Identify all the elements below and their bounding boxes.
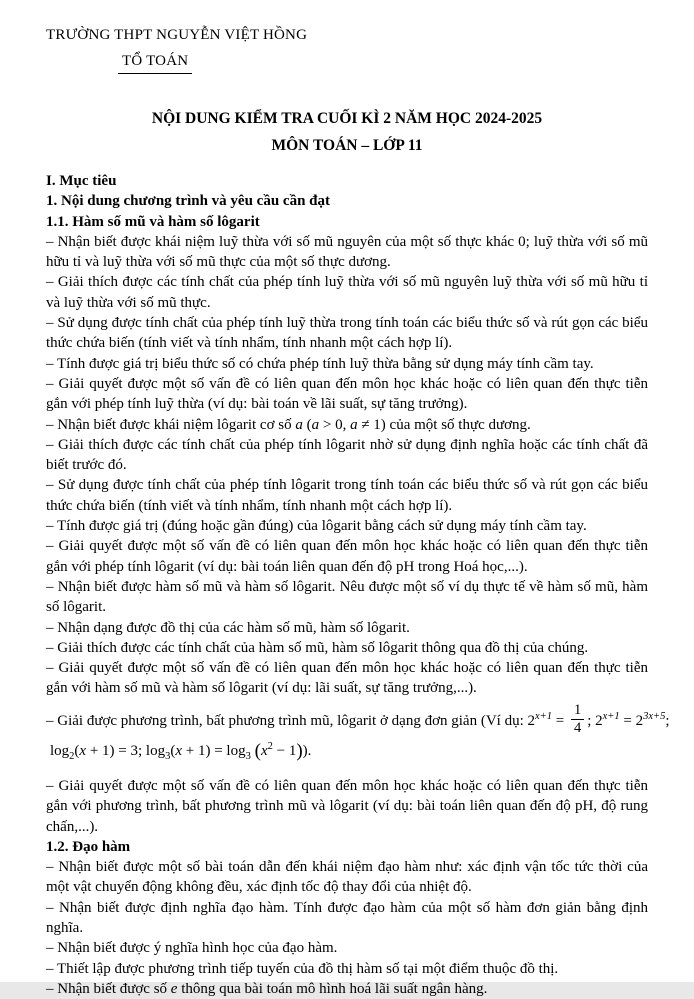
text-run: – Tính được giá trị (đúng hoặc gần đúng) của lôgarit bằng cách sử dụng máy tính cầm tay. (46, 518, 587, 535)
text-run: 1.2. Đạo hàm (46, 838, 131, 855)
text-run: x (175, 743, 183, 760)
paragraph (46, 536, 648, 577)
text-run: – Giải thích được các tính chất của phép tính luỹ thừa với số mũ nguyên luỹ thừa với số mũ hữu tỉ và luỹ thừa với số mũ thực. (46, 274, 648, 311)
math-paragraph (46, 701, 670, 738)
paragraph (46, 516, 648, 536)
text-run: – Thiết lập được phương trình tiếp tuyến của đồ thị hàm số tại một điểm thuộc đồ thị. (46, 960, 559, 977)
paragraph (46, 898, 648, 939)
math-sup: x+1 (535, 710, 552, 722)
section-heading (46, 212, 648, 232)
paragraph (46, 857, 648, 898)
paragraph (46, 475, 648, 516)
text-run: – Sử dụng được tính chất của phép tính lôgarit trong tính toán các biểu thức số và rút gọn các biểu thức chứa biến (tính viết và tính nhẩm, tính nhanh một cách hợp lí). (46, 477, 648, 514)
math-sup: x+1 (602, 710, 620, 722)
school-name: TRƯỜNG THPT NGUYỄN VIỆT HỒNG (46, 27, 308, 43)
paragraph (46, 658, 648, 699)
text-run: – Nhận biết được hàm số mũ và hàm số lôgarit. Nêu được một số ví dụ thực tế về hàm số mũ, hàm số lôgarit. (46, 578, 648, 616)
text-run: – Giải thích được các tính chất của hàm số mũ, hàm số lôgarit thông qua đồ thị của chúng. (46, 639, 589, 656)
math-fraction: $\frac{1}{4}$ (571, 703, 584, 736)
math-sub: 2 (69, 751, 75, 763)
paragraph (46, 374, 648, 415)
text-run: – Nhận biết được khái niệm luỹ thừa với số mũ nguyên của một số thực khác 0; luỹ thừa với số mũ hữu tỉ và luỹ thừa với số mũ thực của một số thực dương. (46, 233, 648, 271)
text-run: – Giải thích được các tính chất của phép tính lôgarit nhờ sử dụng định nghĩa hoặc các tính chất đã biết trước đó. (46, 436, 648, 474)
exam-title: NỘI DUNG KIỂM TRA CUỐI KÌ 2 NĂM HỌC 2024-2025 (151, 110, 543, 127)
paragraph (46, 354, 648, 374)
text-run: x (79, 743, 87, 760)
text-run: ; 2 (587, 712, 603, 729)
text-run: a (311, 416, 320, 433)
section-heading (46, 837, 648, 857)
text-run: – Tính được giá trị biểu thức số có chứa phép tính luỹ thừa bằng sử dụng máy tính cầm tay. (46, 355, 594, 372)
text-run: – Nhận biết được định nghĩa đạo hàm. Tính được đạo hàm của một số hàm đơn giản bằng định nghĩa. (46, 899, 648, 937)
text-run: ( (302, 416, 312, 433)
math-sub: 3 (165, 751, 171, 763)
text-run: = 2 (619, 712, 644, 729)
text-run: 1.1. Hàm số mũ và hàm số lôgarit (46, 213, 260, 230)
text-run: – Giải quyết được một số vấn đề có liên quan đến môn học khác hoặc có liên quan đến thực tiễn gắn với hàm số mũ và hàm số lôgarit (ví dụ: lãi suất, sự tăng trưởng,...). (46, 660, 648, 697)
text-run: ) (296, 740, 303, 762)
paragraph (46, 959, 648, 979)
text-run: ≠ 1) của một số thực dương. (357, 416, 531, 433)
text-run: I. Mục tiêu (46, 173, 117, 189)
text-run: − 1 (272, 743, 297, 760)
math-sup: 3x+5 (643, 710, 666, 722)
text-run: a (295, 416, 303, 433)
department-name: TỔ TOÁN (118, 52, 192, 74)
text-run: ( (74, 743, 80, 760)
text-run: – Nhận biết được một số bài toán dẫn đến khái niệm đạo hàm như: xác định vận tốc tức thời của một vật chuyển động không đều, xác định tốc độ thay đổi của nhiệt độ. (46, 859, 648, 896)
math-paragraph (50, 741, 648, 762)
paragraph (46, 776, 648, 837)
paragraph (46, 577, 648, 618)
text-run: + 1) = 3; log (86, 743, 166, 760)
text-run: ( (170, 743, 176, 760)
text-run: ; (665, 712, 670, 729)
text-run: – Nhận biết được khái niệm lôgarit cơ số (46, 416, 296, 433)
text-run: – Giải quyết được một số vấn đề có liên quan đến môn học khác hoặc có liên quan đến thực tiễn gắn với phép tính lôgarit (ví dụ: bài toán liên quan đến độ pH trong Hoá học,...). (46, 538, 648, 575)
text-run: ( (254, 740, 261, 762)
paragraph (46, 618, 648, 638)
paragraph (46, 415, 648, 435)
math-sub: 3 (245, 751, 251, 763)
text-run: log (50, 743, 70, 760)
paragraph (46, 979, 648, 999)
text-run: – Giải được phương trình, bất phương trình mũ, lôgarit ở dạng đơn giản (Ví dụ: 2 (46, 712, 535, 729)
text-run: – Nhận biết được số (46, 980, 171, 997)
section-heading (46, 171, 648, 191)
title-block (46, 105, 648, 159)
document-body (46, 171, 670, 999)
text-run: x (260, 743, 268, 760)
text-run: – Sử dụng được tính chất của phép tính luỹ thừa trong tính toán các biểu thức số và rút gọn các biểu thức chứa biến (tính viết và tính nhẩm, tính nhanh một cách hợp lí). (46, 315, 648, 352)
text-run: – Nhận biết được ý nghĩa hình học của đạo hàm. (46, 940, 338, 957)
department-row (46, 52, 648, 74)
text-run: = (552, 712, 568, 729)
exam-subtitle: MÔN TOÁN – LỚP 11 (271, 137, 423, 154)
text-run: > 0, (319, 416, 351, 433)
text-run: – Giải quyết được một số vấn đề có liên quan đến môn học khác hoặc có liên quan đến thực tiễn gắn với phép tính luỹ thừa (ví dụ: bài toán về lãi suất, sự tăng trưởng). (46, 375, 648, 413)
math-sup: 2 (267, 741, 273, 753)
paragraph (46, 272, 648, 313)
paragraph (46, 435, 648, 476)
paragraph (46, 232, 648, 273)
paragraph (46, 313, 648, 354)
text-run: thông qua bài toán mô hình hoá lãi suất ngân hàng. (177, 980, 488, 997)
section-heading (46, 191, 648, 211)
text-run: e (170, 980, 178, 997)
paragraph (46, 938, 648, 958)
paragraph (46, 638, 648, 658)
text-run: 1. Nội dung chương trình và yêu cầu cần đạt (46, 193, 331, 210)
text-run: a (350, 416, 358, 433)
text-run: – Nhận dạng được đồ thị của các hàm số mũ, hàm số lôgarit. (46, 619, 410, 636)
text-run: ). (302, 743, 312, 760)
text-run: + 1) = log (182, 743, 246, 760)
text-run: – Giải quyết được một số vấn đề có liên quan đến môn học khác hoặc có liên quan đến thực tiễn gắn với phương trình, bất phương trình mũ và lôgarit (ví dụ: bài toán liên quan đến độ pH, độ rung chấn,...). (46, 777, 648, 835)
